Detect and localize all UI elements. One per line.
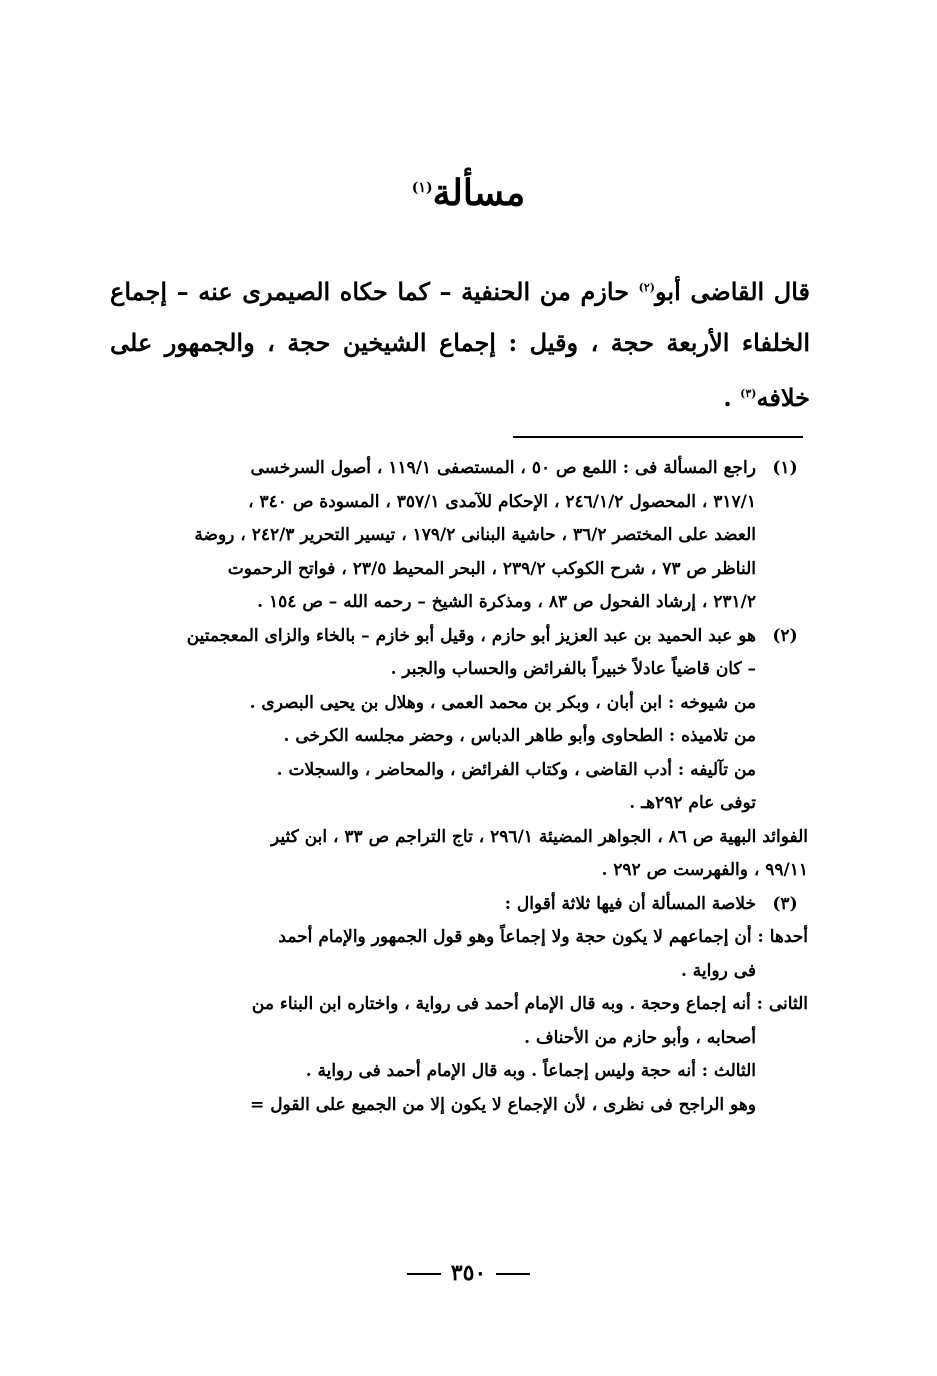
footnote-line: من شيوخه : ابن أبان ، وبكر بن محمد العمى ، وهلال بن يحيى البصرى . bbox=[249, 692, 756, 713]
page-title bbox=[0, 172, 937, 214]
title-text: مسألة bbox=[432, 172, 526, 214]
footnote-line: فى رواية . bbox=[680, 960, 756, 981]
footnote-line: ٣١٧/١ ، المحصول ٢٤٦/١/٢ ، الإحكام للآمدى ٣٥٧/١ ، المسودة ص ٣٤٠ ، bbox=[248, 491, 756, 512]
main-text-part-2: حازم من الحنفية – كما حكاه الصيمرى عنه – إجماع الخلفاء الأربعة حجة ، وقيل : إجماع الشيخين حجة ، والجمهور على خلافه bbox=[110, 277, 810, 412]
footnote-number: (١) bbox=[772, 458, 798, 478]
footnote-line: توفى عام ٢٩٢هـ . bbox=[629, 793, 756, 813]
footnote-line: خلاصة المسألة أن فيها ثلاثة أقوال : bbox=[504, 893, 756, 914]
footnote-3 bbox=[113, 888, 808, 1123]
footnote-line: العضد على المختصر ٣٦/٢ ، حاشية البنانى ١٧٩/٢ ، تيسير التحرير ٢٤٢/٣ ، روضة bbox=[194, 525, 756, 545]
footnote-line: – كان قاضياً عادلاً خبيراً بالفرائض والحساب والجبر . bbox=[390, 659, 756, 679]
main-text-part-3: . bbox=[723, 383, 741, 412]
folio-dash bbox=[496, 1273, 530, 1275]
page-number bbox=[0, 1260, 937, 1286]
main-text bbox=[110, 262, 810, 423]
footnote-line: الفوائد البهية ص ٨٦ ، الجواهر المضيئة ٢٩٦/١ ، تاج التراجم ص ٣٣ ، ابن كثير bbox=[271, 826, 808, 847]
footnotes bbox=[113, 452, 808, 1122]
page-number-text: ٣٥٠ bbox=[450, 1260, 487, 1286]
footnote-line: من تآليفه : أدب القاضى ، وكتاب الفرائض ، والمحاضر ، والسجلات . bbox=[276, 759, 756, 780]
footnote-number: (٣) bbox=[772, 893, 798, 914]
footnote-line: وهو الراجح فى نظرى ، لأن الإجماع لا يكون إلا من الجميع على القول = bbox=[250, 1094, 756, 1115]
footnote-line: هو عبد الحميد بن عبد العزيز أبو حازم ، وقيل أبو خازم – بالخاء والزاى المعجمتين bbox=[186, 625, 756, 646]
footnote-line: من تلاميذه : الطحاوى وأبو طاهر الدباس ، وحضر مجلسه الكرخى . bbox=[283, 726, 756, 746]
note-ref-3: (٣) bbox=[740, 387, 757, 400]
footnote-separator bbox=[513, 436, 803, 438]
footnote-line: الثالث : أنه حجة وليس إجماعاً . وبه قال الإمام أحمد فى رواية . bbox=[305, 1061, 756, 1081]
folio-dash bbox=[407, 1273, 441, 1275]
note-ref-2: (٢) bbox=[638, 281, 656, 294]
title-note-ref: (١) bbox=[411, 180, 433, 196]
footnote-line: أحدها : أن إجماعهم لا يكون حجة ولا إجماعاً وهو قول الجمهور والإمام أحمد bbox=[278, 927, 808, 947]
footnote-line: راجع المسألة فى : اللمع ص ٥٠ ، المستصفى ١١٩/١ ، أصول السرخسى bbox=[250, 458, 756, 478]
footnote-2 bbox=[113, 620, 808, 888]
footnote-1 bbox=[113, 452, 808, 620]
footnote-line: الثانى : أنه إجماع وحجة . وبه قال الإمام أحمد فى رواية ، واختاره ابن البناء من bbox=[251, 994, 808, 1014]
footnote-line: أصحابه ، وأبو حازم من الأحناف . bbox=[524, 1027, 756, 1048]
main-paragraph bbox=[110, 262, 810, 423]
footnote-number: (٢) bbox=[772, 625, 798, 646]
main-text-part-1: قال القاضى أبو bbox=[655, 277, 810, 306]
footnote-line: الناظر ص ٧٣ ، شرح الكوكب ٢٣٩/٢ ، البحر المحيط ٢٣/٥ ، فواتح الرحموت bbox=[227, 558, 756, 579]
footnote-line: ٢٣١/٢ ، إرشاد الفحول ص ٨٣ ، ومذكرة الشيخ – رحمه الله – ص ١٥٤ . bbox=[257, 592, 756, 612]
footnote-line: ٩٩/١١ ، والفهرست ص ٢٩٢ . bbox=[601, 860, 808, 880]
